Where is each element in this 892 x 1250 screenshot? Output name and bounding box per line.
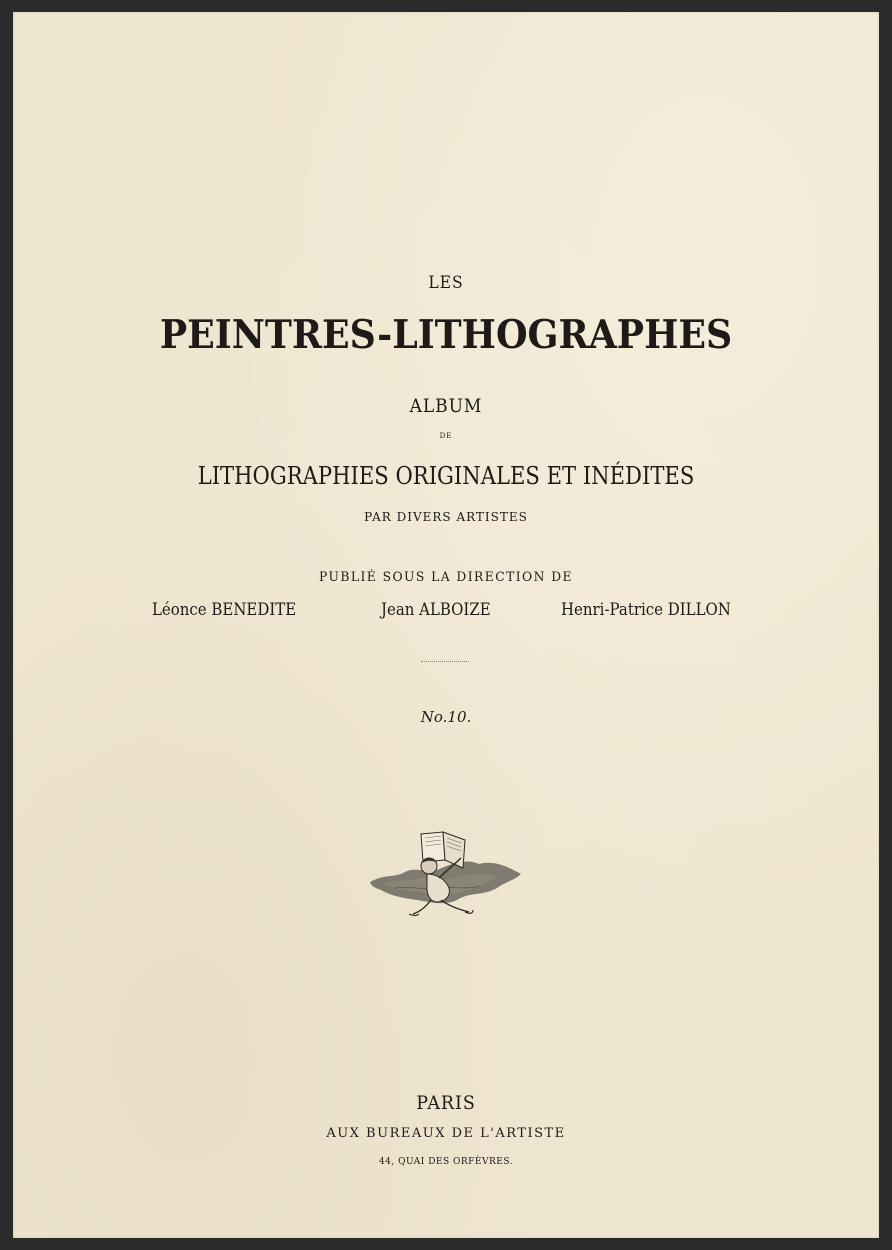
subtitle: LITHOGRAPHIES ORIGINALES ET INÉDITES <box>197 462 695 490</box>
director-name: Léonce BENEDITE <box>152 600 297 620</box>
page-title: PEINTRES-LITHOGRAPHES <box>159 312 733 358</box>
published-under-label: PUBLIÉ SOUS LA DIRECTION DE <box>319 570 573 585</box>
imprint-address: 44, QUAI DES ORFÈVRES. <box>378 1157 514 1167</box>
cherub-with-book-on-cloud-icon <box>365 830 525 922</box>
title-prefix: LES <box>428 273 464 293</box>
de-label: DE <box>439 432 453 440</box>
imprint-publisher: AUX BUREAUX DE L'ARTISTE <box>326 1126 566 1141</box>
director-name: Henri-Patrice DILLON <box>561 600 731 620</box>
director-name: Jean ALBOIZE <box>381 600 491 620</box>
imprint-city: PARIS <box>416 1092 476 1114</box>
ornamental-rule <box>421 661 469 662</box>
album-label: ALBUM <box>409 395 483 417</box>
issue-number: No.10. <box>420 708 472 726</box>
directors-row <box>0 600 892 626</box>
by-artists-label: PAR DIVERS ARTISTES <box>364 510 528 524</box>
